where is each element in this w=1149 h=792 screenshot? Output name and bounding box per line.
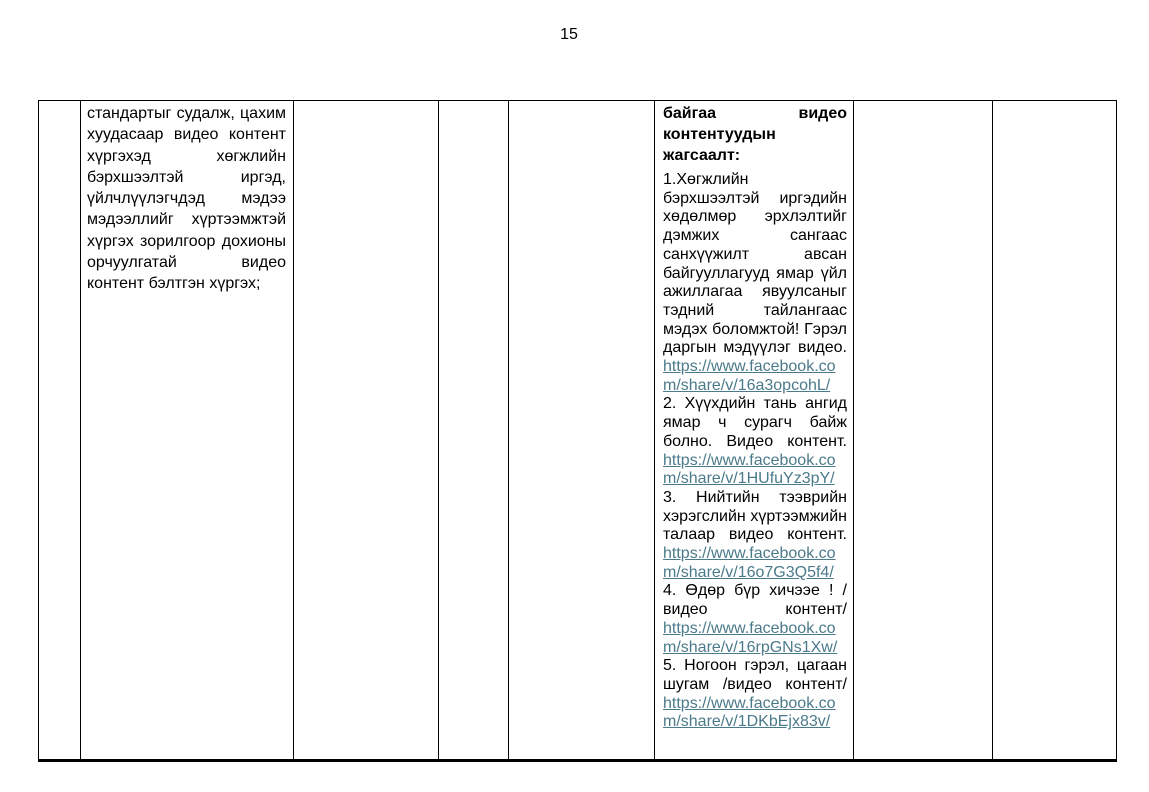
table-cell-activity-description: [81, 101, 294, 759]
facebook-link-line2[interactable]: m/share/v/1DKbEjx83v/: [663, 713, 831, 731]
table-cell-row-number: [39, 101, 81, 759]
activity-description-text: стандартыг судалж, цахим хуудасаар видео контент хүргэхэд хөгжлийн бэрхшээлтэй иргэд, үйлчлүүлэгчдэд мэдээ мэдээллийг хүртээмжтэй хүргэх зорилгоор дохионы орчуулгатай видео контент бэлтгэн хүргэх;: [87, 105, 286, 293]
facebook-link-line1[interactable]: https://www.facebook.co: [663, 619, 836, 637]
facebook-link[interactable]: [663, 545, 836, 581]
facebook-link-line1[interactable]: https://www.facebook.co: [663, 545, 836, 563]
video-content-item: [663, 582, 847, 657]
video-content-item-text: 5. Ногоон гэрэл, цагаан шугам /видео контент/: [663, 657, 847, 693]
video-content-item: [663, 395, 847, 489]
video-content-item-text: 2. Хүүхдийн тань ангид ямар ч сурагч байж болно. Видео контент.: [663, 395, 847, 450]
table-cell-empty-5: [993, 101, 1116, 759]
video-content-item: [663, 657, 847, 732]
video-content-item-text: 4. Өдөр бүр хичээе ! /видео контент/: [663, 582, 847, 619]
report-table: [38, 100, 1117, 762]
facebook-link[interactable]: [663, 620, 837, 656]
facebook-link[interactable]: [663, 358, 836, 394]
table-cell-empty-3: [509, 101, 655, 759]
facebook-link[interactable]: [663, 452, 836, 488]
page-number: 15: [560, 26, 578, 43]
facebook-link-line1[interactable]: https://www.facebook.co: [663, 358, 836, 376]
facebook-link[interactable]: [663, 695, 836, 731]
facebook-link-line1[interactable]: https://www.facebook.co: [663, 451, 836, 469]
table-cell-video-content-list: [655, 101, 854, 759]
video-content-item: [663, 171, 847, 395]
facebook-link-line1[interactable]: https://www.facebook.co: [663, 694, 836, 712]
video-content-item-text: 1.Хөгжлийн бэрхшээлтэй иргэдийн хөдөлмөр эрхлэлтийг дэмжих сангаас санхүүжилт авсан байгууллагууд ямар үйл ажиллагаа явуулсаныг тэдний тайлангаас мэдэх боломжтой! Гэрэл даргын мэдүүлэг видео.: [663, 171, 847, 357]
facebook-link-line2[interactable]: m/share/v/16o7G3Q5f4/: [663, 563, 834, 581]
table-cell-empty-1: [294, 101, 439, 759]
table-cell-empty-2: [439, 101, 509, 759]
facebook-link-line2[interactable]: m/share/v/1HUfuYz3pY/: [663, 470, 835, 488]
facebook-link-line2[interactable]: m/share/v/16a3opcohL/: [663, 376, 831, 394]
video-content-item-text: 3. Нийтийн тээврийн хэрэгслийн хүртээмжийн талаар видео контент.: [663, 488, 847, 544]
facebook-link-line2[interactable]: m/share/v/16rpGNs1Xw/: [663, 638, 838, 656]
video-content-list-header: байгаа видео контентуудын жагсаалт:: [663, 105, 847, 164]
table-cell-empty-4: [854, 101, 993, 759]
video-content-item: [663, 489, 847, 583]
